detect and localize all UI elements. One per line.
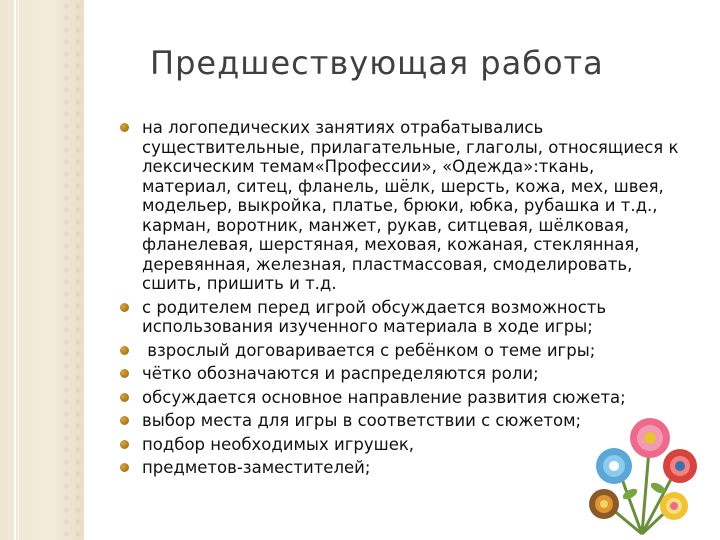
bullet-icon <box>120 346 129 355</box>
strip-divider-line-thin <box>18 0 19 540</box>
list-item <box>118 388 688 408</box>
list-item-text: на логопедических занятиях отрабатывались существительные, прилагательные, глаголы, относящиеся к лексическим темам«Профессии», «Одежда»:ткань, материал, ситец, фланель, шёлк, шерсть, кожа, мех, швея, модельер, выкройка, платье, брюки, юбка, рубашка и т.д., карман, воротник, манжет, рукав, ситцевая, шёлковая, фланелевая, шерстяная, меховая, кожаная, стеклянная, деревянная, железная, пластмассовая, смоделировать, сшить, пришить и т.д. <box>142 118 679 293</box>
list-item <box>118 341 688 361</box>
strip-pattern <box>60 0 84 540</box>
list-item <box>118 364 688 384</box>
list-item-text: предметов-заместителей; <box>142 458 371 477</box>
list-item-text: чётко обозначаются и распределяются роли; <box>142 364 539 383</box>
list-item <box>118 118 688 294</box>
list-item-text: с родителем перед игрой обсуждается возможность использования изученного материала в ходе игры; <box>142 297 607 336</box>
slide-title: Предшествующая работа <box>150 44 604 82</box>
list-item-text: взрослый договаривается с ребёнком о теме игры; <box>142 340 596 360</box>
strip-divider-line <box>14 0 16 540</box>
bullet-icon <box>120 303 129 312</box>
bullet-icon <box>120 123 129 132</box>
list-item-text: выбор места для игры в соответствии с сюжетом; <box>142 411 582 430</box>
list-item-text: подбор необходимых игрушек, <box>142 434 415 454</box>
bullet-icon <box>120 393 129 402</box>
bullet-icon <box>120 416 129 425</box>
bullet-icon <box>120 440 129 449</box>
list-item-text: обсуждается основное направление развития сюжета; <box>142 387 626 407</box>
list-item <box>118 298 688 337</box>
bullet-icon <box>120 369 129 378</box>
felt-flowers-bouquet-icon <box>578 408 706 536</box>
bullet-icon <box>120 463 129 472</box>
